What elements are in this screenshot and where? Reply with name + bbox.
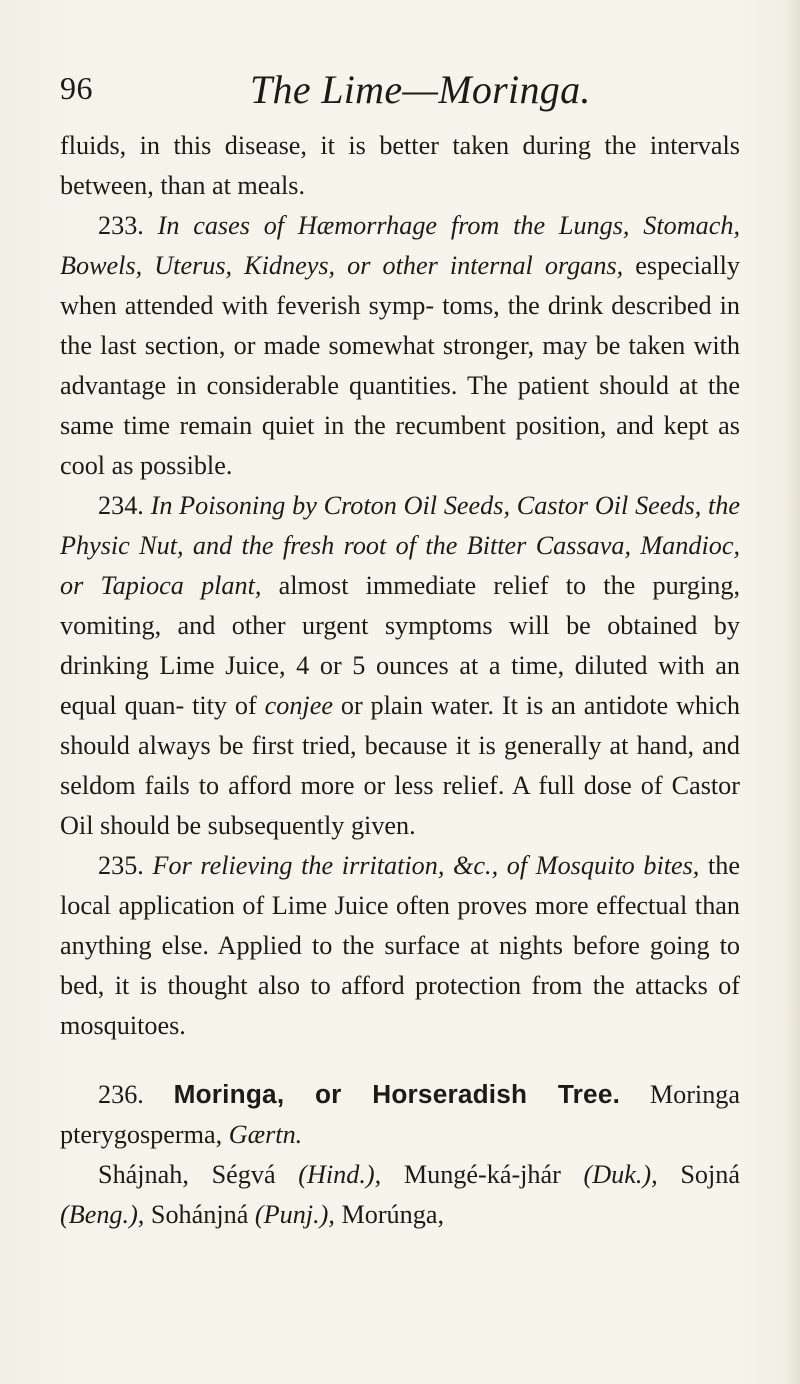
section-number: 233. [98,211,144,240]
section-title: In Poisoning by Croton Oil Seeds, Castor Oil Seeds, the Physic Nut, and the fresh root of the Bitter Cassava, Mandioc, or Tapioca plant, [60,491,740,600]
paragraph-233 [60,206,740,486]
vernacular-names [60,1155,740,1235]
section-number: 235. [98,851,144,880]
section-text: the local application of Lime Juice often proves more effectual than anything else. Applied to the surface at nights before going to bed, it is thought also to afford protection from the attacks of mosquitoes. [60,851,741,1040]
paragraph-235 [60,846,740,1046]
section-number: 234. [98,491,144,520]
section-title: For relieving the irritation, &c., of Mosquito bites, [152,851,700,880]
lang-dukhni: (Duk.), [583,1160,658,1189]
lang-hindi: (Hind.), [298,1160,382,1189]
lang-punjabi: (Punj.), [254,1200,335,1229]
name-dukhni: Mungé-ká-jhár [403,1160,561,1189]
name-hindi: Shájnah, Ségvá [98,1160,276,1189]
latin-name: Moringa pterygosperma, [60,1080,741,1149]
section-gap [60,1046,740,1074]
page-header [60,64,740,112]
paragraph-236-heading [60,1074,740,1155]
running-title: The Lime—Moringa. [250,67,591,112]
page-number: 96 [60,70,93,106]
plant-heading: Moringa, or Horseradish Tree. [173,1079,621,1109]
lang-bengali: (Beng.), [60,1200,145,1229]
name-punjabi: Sohánjná [150,1200,249,1229]
section-text: almost immediate relief to the purging, vomiting, and other urgent symptoms will be obtained by drinking Lime Juice, 4 or 5 ounces at a time, diluted with an equal quan- tity of [60,571,741,720]
page-body [60,126,740,1235]
page-edge-shadow [786,0,800,1384]
paragraph-continuation [60,126,740,206]
section-text: especially when attended with feverish symp- toms, the drink described in the last section, or made somewhat stronger, may be taken with advantage in considerable quantities. The patient should at the same time remain quiet in the recumbent position, and kept as cool as possible. [60,251,740,480]
paragraph-234 [60,486,740,846]
section-number: 236. [98,1080,144,1109]
section-text-continued: or plain water. It is an antidote which should always be first tried, because it is generally at hand, and seldom fails to afford more or less relief. A full dose of Castor Oil should be subsequently given. [60,691,741,840]
continuation-text: fluids, in this disease, it is better taken during the intervals between, than at meals. [60,131,740,200]
name-other: Morúnga, [341,1200,445,1229]
section-title: In cases of Hæmorrhage from the Lungs, Stomach, Bowels, Uterus, Kidneys, or other internal organs, [60,211,740,280]
name-bengali: Sojná [680,1160,741,1189]
botanical-author: Gærtn. [228,1120,303,1149]
conjee-term: conjee [264,691,333,720]
